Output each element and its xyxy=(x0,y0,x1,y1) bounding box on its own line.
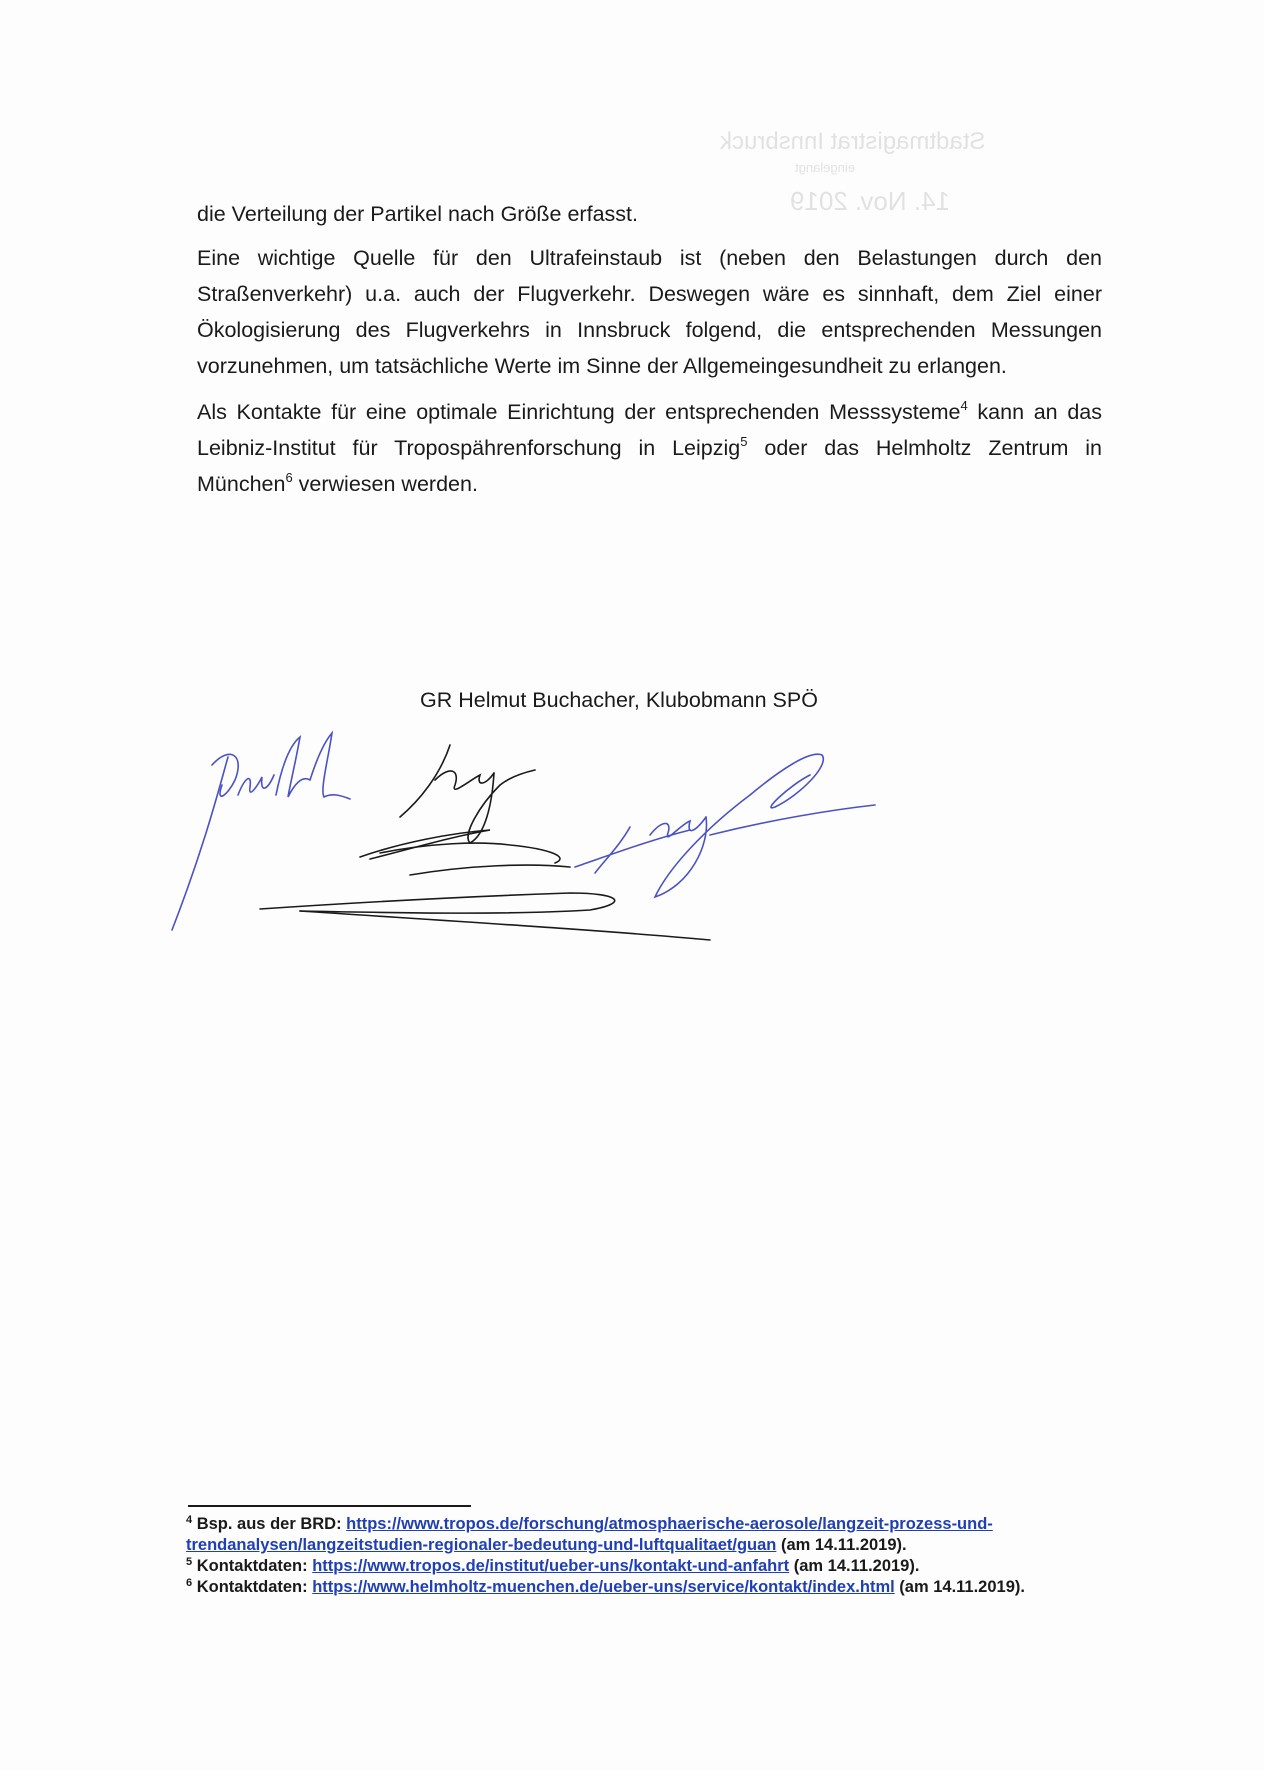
footnote-5-number: 5 xyxy=(186,1556,193,1568)
signature-2 xyxy=(260,745,710,940)
footnote-5-link[interactable]: https://www.tropos.de/institut/ueber-uns/kontakt-und-anfahrt xyxy=(312,1557,790,1575)
handwritten-signatures xyxy=(150,725,970,965)
footnote-6-suffix: (am 14.11.2019). xyxy=(894,1578,1025,1596)
footnote-5-prefix: Kontaktdaten: xyxy=(192,1557,313,1575)
footnote-4 xyxy=(186,1514,1066,1556)
body-text xyxy=(197,196,1102,512)
stamp-date: 14. Nov. 2019 xyxy=(790,186,950,216)
paragraph-3 xyxy=(197,394,1102,502)
paragraph-3-part-b: kann an das Leibniz-Institut für Tropospährenforschung in Leipzig xyxy=(197,400,1102,460)
stamp-sub: eingelangt xyxy=(795,160,855,175)
paragraph-3-part-a: Als Kontakte für eine optimale Einrichtung der entsprechenden Messsysteme xyxy=(197,400,961,424)
footnote-6-link[interactable]: https://www.helmholtz-muenchen.de/ueber-uns/service/kontakt/index.html xyxy=(312,1578,895,1596)
footnote-4-link[interactable]: https://www.tropos.de/forschung/atmosphaerische-aerosole/langzeit-prozess-und-trendanalysen/langzeitstudien-regionaler-bedeutung-und-luftqualitaet/guan xyxy=(186,1515,993,1554)
footnote-ref-5[interactable]: 5 xyxy=(740,434,748,449)
footnote-4-number: 4 xyxy=(186,1514,193,1526)
footnote-5-suffix: (am 14.11.2019). xyxy=(789,1557,920,1575)
footnote-6-number: 6 xyxy=(186,1577,193,1589)
stamp-title: Stadtmagistrat Innsbruck xyxy=(720,128,986,155)
footnote-separator xyxy=(188,1505,471,1507)
footnote-4-suffix: (am 14.11.2019). xyxy=(776,1536,907,1554)
footnote-6-prefix: Kontaktdaten: xyxy=(192,1578,313,1596)
signatory-name: GR Helmut Buchacher, Klubobmann SPÖ xyxy=(420,688,818,712)
signature-1 xyxy=(172,733,350,930)
footnote-ref-4[interactable]: 4 xyxy=(960,398,968,413)
footnotes xyxy=(186,1514,1066,1598)
paragraph-3-part-d: verwiesen werden. xyxy=(292,472,478,496)
paragraph-2: Eine wichtige Quelle für den Ultrafeinstaub ist (neben den Belastungen durch den Straßenverkehr) u.a. auch der Flugverkehr. Deswegen wäre es sinnhaft, dem Ziel einer Ökologisierung des Flugverkehrs in Innsbruck folgend, die entsprechenden Messungen vorzunehmen, um tatsächliche Werte im Sinne der Allgemeingesundheit zu erlangen. xyxy=(197,246,1102,378)
paragraph-1: die Verteilung der Partikel nach Größe erfasst. xyxy=(197,202,638,226)
footnote-5 xyxy=(186,1556,1066,1577)
signature-3 xyxy=(575,754,875,897)
footnote-ref-6[interactable]: 6 xyxy=(285,470,293,485)
footnote-6 xyxy=(186,1577,1066,1598)
footnote-4-prefix: Bsp. aus der BRD: xyxy=(192,1515,347,1533)
paragraph-3-part-c: oder das Helmholtz Zentrum in München xyxy=(197,436,1102,496)
